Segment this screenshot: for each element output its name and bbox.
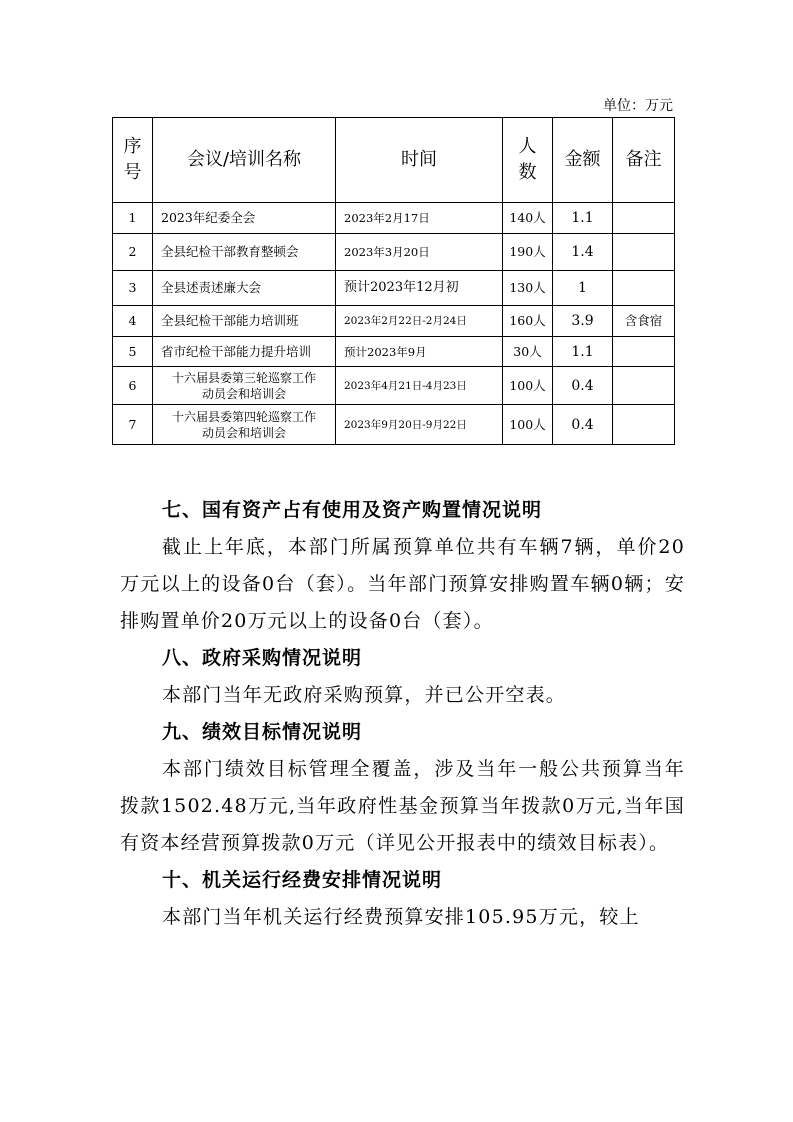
header-name: 会议/培训名称 — [153, 118, 336, 203]
cell-amount: 1.4 — [553, 234, 613, 271]
header-amount: 金额 — [553, 118, 613, 203]
cell-seq: 7 — [113, 405, 153, 445]
cell-people: 160人 — [503, 306, 553, 337]
cell-amount: 1.1 — [553, 337, 613, 367]
cell-time: 预计2023年9月 — [336, 337, 503, 367]
cell-seq: 3 — [113, 271, 153, 306]
cell-note — [613, 337, 675, 367]
cell-time: 2023年9月20日-9月22日 — [336, 405, 503, 445]
table-row — [113, 234, 675, 271]
cell-time: 预计2023年12月初 — [336, 271, 503, 306]
section-7-title: 七、国有资产占有使用及资产购置情况说明 — [162, 499, 543, 521]
cell-name: 2023年纪委全会 — [153, 203, 336, 234]
cell-name: 十六届县委第四轮巡察工作 动员会和培训会 — [153, 405, 336, 445]
table-row — [113, 367, 675, 405]
cell-amount: 3.9 — [553, 306, 613, 337]
cell-seq: 2 — [113, 234, 153, 271]
cell-seq: 1 — [113, 203, 153, 234]
cell-seq: 4 — [113, 306, 153, 337]
cell-note — [613, 271, 675, 306]
cell-name: 十六届县委第三轮巡察工作 动员会和培训会 — [153, 367, 336, 405]
cell-note — [613, 234, 675, 271]
cell-people: 130人 — [503, 271, 553, 306]
section-7-text: 截止上年底，本部门所属预算单位共有车辆7辆，单价20万元以上的设备0台（套）。当年部门预算安排购置车辆0辆；安排购置单价20万元以上的设备0台（套）。 — [120, 536, 685, 632]
cell-amount: 1 — [553, 271, 613, 306]
table-row — [113, 271, 675, 306]
cell-seq: 5 — [113, 337, 153, 367]
header-time: 时间 — [336, 118, 503, 203]
cell-note — [613, 203, 675, 234]
cell-note: 含食宿 — [613, 306, 675, 337]
cell-time: 2023年4月21日-4月23日 — [336, 367, 503, 405]
cell-people: 140人 — [503, 203, 553, 234]
cell-people: 100人 — [503, 405, 553, 445]
cell-time: 2023年3月20日 — [336, 234, 503, 271]
cell-time: 2023年2月17日 — [336, 203, 503, 234]
section-9-title: 九、绩效目标情况说明 — [162, 721, 363, 743]
cell-people: 30人 — [503, 337, 553, 367]
cell-people: 190人 — [503, 234, 553, 271]
table-row — [113, 306, 675, 337]
table-header-row — [113, 118, 675, 203]
header-people: 人 数 — [503, 118, 553, 203]
cell-amount: 1.1 — [553, 203, 613, 234]
section-9-text: 本部门绩效目标管理全覆盖，涉及当年一般公共预算当年拨款1502.48万元,当年政府性基金预算当年拨款0万元,当年国有资本经营预算拨款0万元（详见公开报表中的绩效目标表）。 — [120, 758, 685, 854]
cell-name: 全县纪检干部能力培训班 — [153, 306, 336, 337]
document-body — [120, 492, 685, 936]
cell-name: 省市纪检干部能力提升培训 — [153, 337, 336, 367]
section-10-title: 十、机关运行经费安排情况说明 — [162, 869, 443, 891]
table-row — [113, 337, 675, 367]
cell-amount: 0.4 — [553, 405, 613, 445]
cell-people: 100人 — [503, 367, 553, 405]
meeting-training-table — [112, 117, 675, 445]
cell-time: 2023年2月22日-2月24日 — [336, 306, 503, 337]
cell-name: 全县述责述廉大会 — [153, 271, 336, 306]
table-row — [113, 405, 675, 445]
section-8-title: 八、政府采购情况说明 — [162, 647, 363, 669]
header-seq: 序 号 — [113, 118, 153, 203]
cell-seq: 6 — [113, 367, 153, 405]
cell-note — [613, 367, 675, 405]
cell-amount: 0.4 — [553, 367, 613, 405]
cell-note — [613, 405, 675, 445]
table-row — [113, 203, 675, 234]
header-note: 备注 — [613, 118, 675, 203]
section-8-text: 本部门当年无政府采购预算，并已公开空表。 — [162, 684, 567, 706]
unit-label: 单位：万元 — [603, 98, 673, 114]
section-10-text: 本部门当年机关运行经费预算安排105.95万元，较上 — [162, 906, 640, 928]
cell-name: 全县纪检干部教育整顿会 — [153, 234, 336, 271]
